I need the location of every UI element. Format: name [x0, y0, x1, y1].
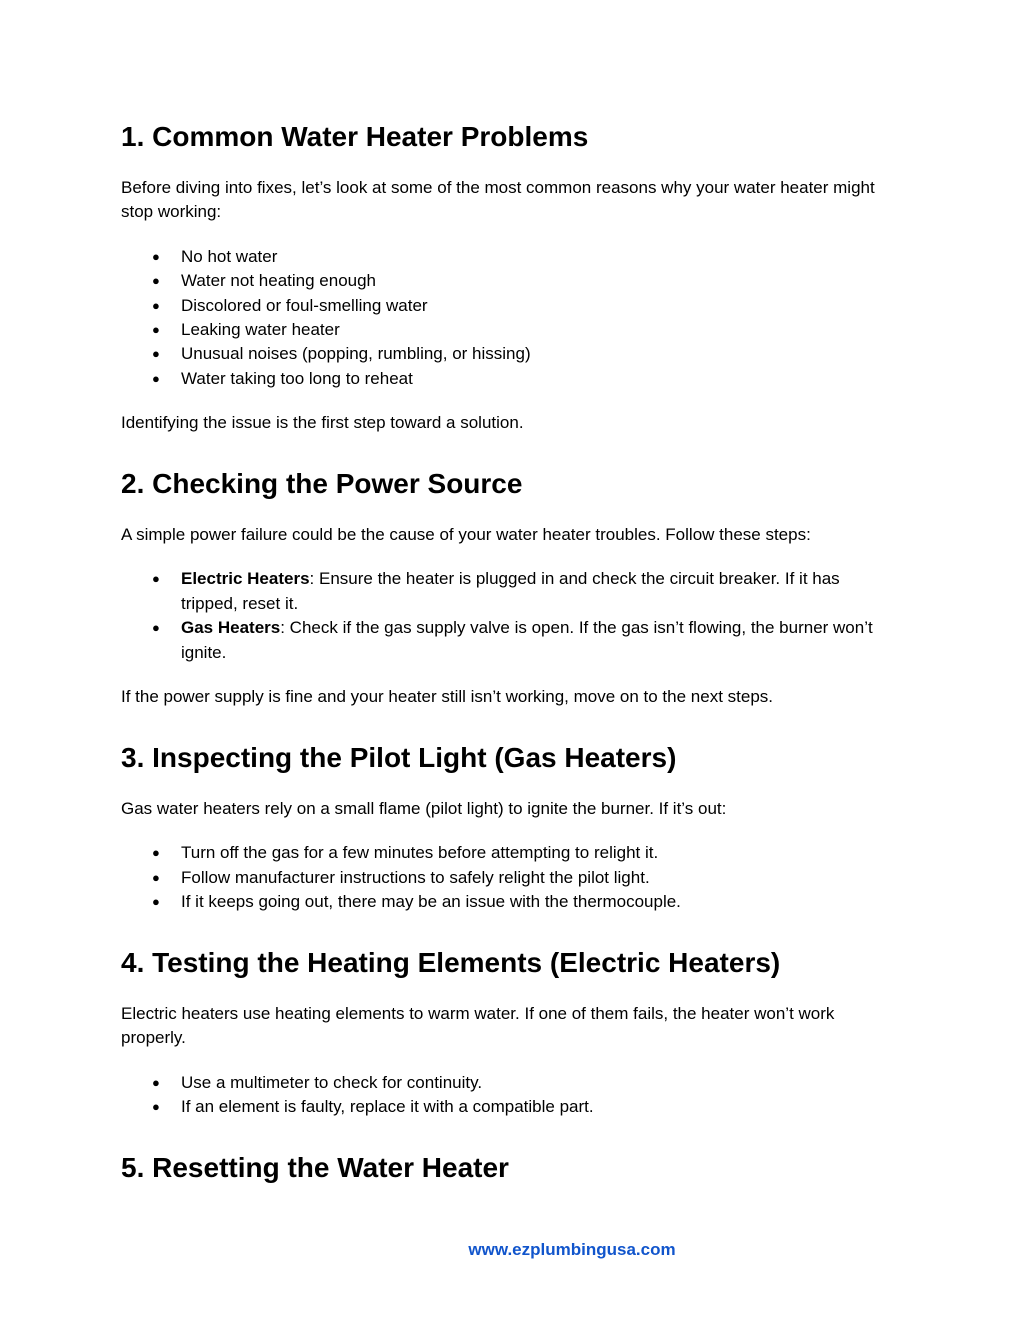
list-item: ● Water taking too long to reheat: [121, 367, 901, 391]
list-item: ● Electric Heaters: Ensure the heater is plugged in and check the circuit breaker. If it has tripped, reset it.: [152, 569, 840, 613]
section-power-source: [121, 467, 901, 709]
list-item: ● Turn off the gas for a few minutes before attempting to relight it.: [121, 841, 901, 865]
bullet-icon: ●: [152, 620, 160, 636]
bullet-list: [121, 245, 901, 391]
section-heating-elements: [121, 946, 901, 1120]
list-item: ● Gas Heaters: Check if the gas supply valve is open. If the gas isn’t flowing, the burner won’t ignite.: [152, 618, 873, 662]
section-pilot-light: [121, 741, 901, 915]
list-item: ● Discolored or foul-smelling water: [121, 294, 901, 318]
bullet-icon: ●: [152, 273, 160, 289]
list-item: ● Follow manufacturer instructions to safely relight the pilot light.: [121, 866, 901, 890]
list-item-bold-label: Gas Heaters: [181, 618, 281, 638]
list-item: ● If it keeps going out, there may be an issue with the thermocouple.: [121, 890, 901, 914]
list-item-bold-label: Electric Heaters: [181, 569, 310, 589]
section-heading: 2. Checking the Power Source: [121, 468, 523, 499]
section-intro: Before diving into fixes, let’s look at some of the most common reasons why your water heater might stop working:: [121, 178, 875, 222]
bullet-icon: ●: [152, 297, 160, 313]
bullet-icon: ●: [152, 346, 160, 362]
list-item: ● Unusual noises (popping, rumbling, or hissing): [121, 342, 901, 366]
section-outro: If the power supply is fine and your heater still isn’t working, move on to the next steps.: [121, 687, 774, 707]
bullet-list: [121, 567, 901, 665]
bullet-icon: ●: [152, 571, 160, 587]
bullet-list: [121, 841, 901, 914]
bullet-icon: ●: [152, 322, 160, 338]
section-heading: 5. Resetting the Water Heater: [121, 1152, 509, 1183]
bullet-icon: ●: [152, 869, 160, 885]
bullet-icon: ●: [152, 1099, 160, 1115]
list-item: ● Use a multimeter to check for continuity.: [121, 1071, 901, 1095]
list-item: ● Water not heating enough: [121, 269, 901, 293]
section-resetting: [121, 1151, 901, 1185]
bullet-icon: ●: [152, 248, 160, 264]
bullet-icon: ●: [152, 370, 160, 386]
section-heading: 4. Testing the Heating Elements (Electric Heaters): [121, 947, 781, 978]
section-common-problems: [121, 120, 901, 436]
section-heading: 3. Inspecting the Pilot Light (Gas Heaters): [121, 742, 677, 773]
bullet-list: [121, 1071, 901, 1120]
list-item: ● Leaking water heater: [121, 318, 901, 342]
section-intro: A simple power failure could be the cause of your water heater troubles. Follow these steps:: [121, 525, 811, 544]
section-intro: Electric heaters use heating elements to warm water. If one of them fails, the heater won’t work properly.: [121, 1004, 835, 1048]
bullet-icon: ●: [152, 894, 160, 910]
list-item: ● If an element is faulty, replace it with a compatible part.: [121, 1095, 901, 1119]
bullet-icon: ●: [152, 845, 160, 861]
section-intro: Gas water heaters rely on a small flame (pilot light) to ignite the burner. If it’s out:: [121, 799, 727, 818]
section-heading: 1. Common Water Heater Problems: [121, 121, 589, 152]
footer-website-link[interactable]: www.ezplumbingusa.com: [468, 1240, 676, 1259]
section-outro: Identifying the issue is the first step toward a solution.: [121, 413, 524, 433]
list-item: ● No hot water: [121, 245, 901, 269]
bullet-icon: ●: [152, 1074, 160, 1090]
